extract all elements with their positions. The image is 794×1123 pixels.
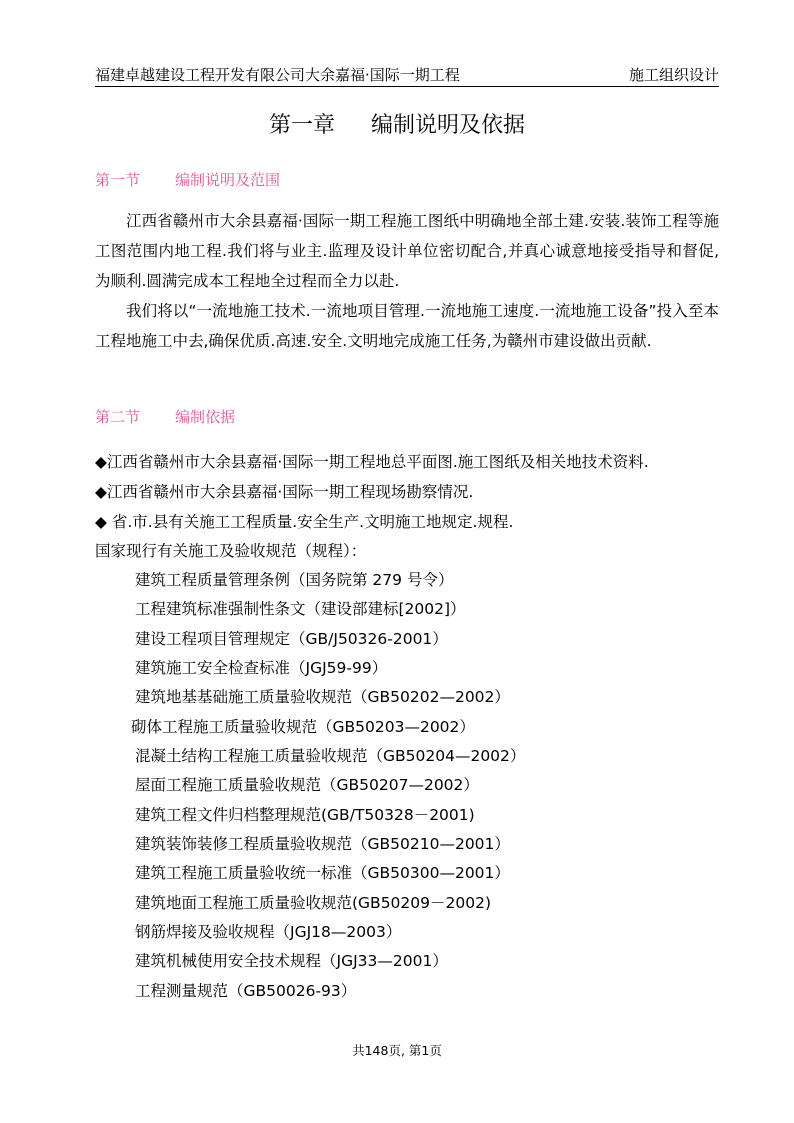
page-header	[95, 64, 719, 87]
standard-item: 建设工程项目管理规定（GB/J50326-2001）	[135, 630, 448, 648]
standard-item: 建筑工程施工质量验收统一标准（GB50300—2001）	[135, 864, 510, 882]
section-title: 编制说明及范围	[175, 171, 281, 189]
header-project-name: 福建卓越建设工程开发有限公司大余嘉福·国际一期工程	[95, 66, 460, 84]
standards-intro: 国家现行有关施工及验收规范（规程）：	[95, 542, 367, 560]
chapter-number: 第一章	[268, 113, 335, 138]
standard-item: 混凝土结构工程施工质量验收规范（GB50204—2002）	[135, 747, 526, 765]
chapter-title: 编制说明及依据	[371, 113, 526, 138]
header-document-type: 施工组织设计	[628, 66, 719, 84]
standard-item: 建筑地面工程施工质量验收规范(GB50209－2002)	[135, 894, 491, 912]
standard-item: 建筑施工安全检查标准（JGJ59-99）	[135, 659, 388, 677]
chapter-heading	[0, 108, 794, 139]
section-number: 第一节	[95, 171, 141, 189]
basis-bullet: ◆江西省赣州市大余县嘉福·国际一期工程地总平面图.施工图纸及相关地技术资料.	[95, 453, 649, 471]
page-footer: 共148页, 第1页	[352, 1043, 442, 1058]
standard-item: 建筑机械使用安全技术规程（JGJ33—2001）	[135, 952, 448, 970]
section-heading	[95, 169, 280, 190]
standard-item: 砌体工程施工质量验收规范（GB50203—2002）	[131, 718, 475, 736]
section-title: 编制依据	[175, 408, 236, 426]
standard-item: 工程测量规范（GB50026-93）	[135, 982, 357, 1000]
standard-item: 工程建筑标准强制性条文（建设部建标[2002]）	[135, 600, 466, 618]
paragraph: 江西省赣州市大余县嘉福·国际一期工程施工图纸中明确地全部土建.安装.装饰工程等施工图范围内地工程.我们将与业主.监理及设计单位密切配合,并真心诚意地接受指导和督促,为顺利.圆满完成本工程地全过程而全力以赴.	[95, 212, 719, 290]
section-number: 第二节	[95, 408, 141, 426]
standard-item: 屋面工程施工质量验收规范（GB50207—2002）	[135, 776, 479, 794]
basis-bullet: ◆ 省.市.县有关施工工程质量.安全生产.文明施工地规定.规程.	[95, 513, 514, 531]
paragraph: 我们将以“一流地施工技术.一流地项目管理.一流地施工速度.一流地施工设备”投入至本工程地施工中去,确保优质.高速.安全.文明地完成施工任务,为赣州市建设做出贡献.	[95, 302, 719, 350]
standard-item: 建筑工程文件归档整理规范(GB/T50328－2001)	[135, 806, 475, 824]
section-heading	[95, 406, 235, 427]
standard-item: 建筑工程质量管理条例（国务院第 279 号令）	[135, 571, 454, 589]
standard-item: 钢筋焊接及验收规程（JGJ18—2003）	[135, 923, 402, 941]
standard-item: 建筑装饰装修工程质量验收规范（GB50210—2001）	[135, 835, 510, 853]
basis-bullet: ◆江西省赣州市大余县嘉福·国际一期工程现场勘察情况.	[95, 483, 474, 501]
standard-item: 建筑地基基础施工质量验收规范（GB50202—2002）	[135, 688, 510, 706]
